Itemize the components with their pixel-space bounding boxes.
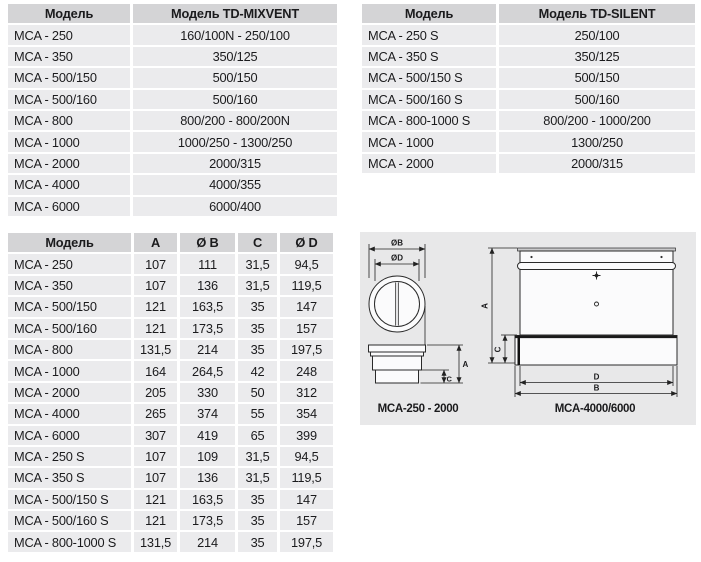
screw-dot-left (530, 256, 532, 258)
table-header-row (362, 4, 695, 25)
table-row (8, 340, 333, 361)
table-header-row (8, 4, 337, 25)
table-cell: 500/150 (499, 68, 695, 89)
table-cell: 164 (134, 361, 180, 382)
table-row (8, 404, 333, 425)
table-cell: 214 (180, 532, 238, 553)
table-row (8, 175, 337, 196)
table-cell: 35 (238, 297, 280, 318)
table-cell: 197,5 (280, 340, 333, 361)
table-cell: 94,5 (280, 447, 333, 468)
table-row (8, 511, 333, 532)
dim-extension-lines (421, 345, 464, 383)
table-cell: 1000/250 - 1300/250 (133, 132, 337, 153)
table-cell: 55 (238, 404, 280, 425)
table-cell: 35 (238, 319, 280, 340)
dimension-diagram-panel (360, 232, 696, 425)
header-cell: Модель TD-SILENT (499, 4, 695, 25)
table-row (8, 25, 337, 46)
table-row (8, 468, 333, 489)
unit-duct (515, 336, 677, 366)
table-cell: 136 (180, 276, 238, 297)
table-cell: 250/100 (499, 25, 695, 46)
header-cell: Модель (8, 233, 134, 254)
table-cell: MCA - 4000 (8, 175, 133, 196)
table-cell: 121 (134, 319, 180, 340)
table-cell: 800/200 - 800/200N (133, 111, 337, 132)
table-cell: 350/125 (499, 47, 695, 68)
table-cell: 42 (238, 361, 280, 382)
table-cell: 131,5 (134, 340, 180, 361)
table-cell: MCA - 500/150 (8, 297, 134, 318)
table-cell: 248 (280, 361, 333, 382)
table-row (362, 25, 695, 46)
table-cell: 163,5 (180, 490, 238, 511)
table-row (8, 132, 337, 153)
dim-label-a: A (462, 360, 469, 369)
table-cell: MCA - 6000 (8, 426, 134, 447)
header-cell: A (134, 233, 180, 254)
table-cell: 2000/315 (133, 154, 337, 175)
screw-dot-right (660, 256, 662, 258)
table-header-row (8, 233, 333, 254)
table-row (362, 111, 695, 132)
header-cell: Ø B (180, 233, 238, 254)
table-cell: 147 (280, 297, 333, 318)
table-cell: MCA - 250 S (8, 447, 134, 468)
table-cell: 136 (180, 468, 238, 489)
header-cell: Модель (362, 4, 499, 25)
table-cell: 374 (180, 404, 238, 425)
table-cell: 4000/355 (133, 175, 337, 196)
table-cell: 119,5 (280, 468, 333, 489)
table-cell: 121 (134, 297, 180, 318)
table-cell: 312 (280, 383, 333, 404)
table-cell: MCA - 250 (8, 254, 134, 275)
side-view-flange (369, 345, 426, 352)
table-cell: MCA - 6000 (8, 197, 133, 218)
table-cell: 107 (134, 468, 180, 489)
unit-top-band (520, 251, 673, 263)
dim-label-c: C (446, 374, 452, 384)
table-cell: 107 (134, 254, 180, 275)
dim-label-diam-b: ØB (391, 238, 403, 248)
table-cell: 111 (180, 254, 238, 275)
side-view-body (373, 356, 422, 370)
table-cell: 354 (280, 404, 333, 425)
table-row (8, 68, 337, 89)
table-cell: 307 (134, 426, 180, 447)
table-cell: MCA - 1000 (8, 132, 133, 153)
table-cell: 107 (134, 447, 180, 468)
table-cell: 173,5 (180, 511, 238, 532)
table-cell: MCA - 2000 (362, 154, 499, 175)
table-cell: 264,5 (180, 361, 238, 382)
mixvent-models-table (8, 4, 337, 218)
dimensions-table (8, 233, 333, 554)
table-cell: 107 (134, 276, 180, 297)
table-row (8, 297, 333, 318)
table-cell: MCA - 2000 (8, 383, 134, 404)
table-cell: 160/100N - 250/100 (133, 25, 337, 46)
table-row (8, 490, 333, 511)
table-cell: MCA - 500/150 (8, 68, 133, 89)
table-cell: MCA - 350 S (8, 468, 134, 489)
table-cell: 399 (280, 426, 333, 447)
table-row (362, 68, 695, 89)
table-cell: MCA - 1000 (362, 132, 499, 153)
table-cell: MCA - 500/160 (8, 90, 133, 111)
table-cell: 35 (238, 490, 280, 511)
table-cell: 173,5 (180, 319, 238, 340)
table-cell: 157 (280, 511, 333, 532)
table-row (8, 154, 337, 175)
table-cell: 31,5 (238, 254, 280, 275)
table-cell: 500/160 (133, 90, 337, 111)
table-cell: 109 (180, 447, 238, 468)
dim-label-b: B (593, 383, 600, 393)
table-cell: 65 (238, 426, 280, 447)
table-row (8, 197, 337, 218)
table-cell: MCA - 500/160 S (8, 511, 134, 532)
table-cell: 419 (180, 426, 238, 447)
table-row (8, 276, 333, 297)
table-cell: 330 (180, 383, 238, 404)
damper-inner-ring (375, 282, 420, 327)
table-row (8, 90, 337, 111)
dim-label-diam-d: ØD (391, 253, 403, 263)
table-row (8, 254, 333, 275)
duct-left-flange (518, 336, 521, 366)
table-cell: 50 (238, 383, 280, 404)
table-cell: MCA - 250 (8, 25, 133, 46)
table-cell: MCA - 350 S (362, 47, 499, 68)
table-row (8, 361, 333, 382)
dim-label-c2: C (493, 346, 503, 353)
dim-label-d: D (593, 372, 600, 382)
table-row (362, 47, 695, 68)
table-row (8, 447, 333, 468)
right-diagram-caption: MCA-4000/6000 (554, 403, 636, 415)
silent-models-table (362, 4, 695, 175)
table-cell: 197,5 (280, 532, 333, 553)
table-cell: 35 (238, 511, 280, 532)
dimension-diagram (360, 232, 696, 425)
header-cell: Модель (8, 4, 133, 25)
table-cell: 35 (238, 532, 280, 553)
table-cell: MCA - 800-1000 S (362, 111, 499, 132)
table-cell: 147 (280, 490, 333, 511)
table-cell: MCA - 800-1000 S (8, 532, 134, 553)
table-cell: 6000/400 (133, 197, 337, 218)
table-cell: 800/200 - 1000/200 (499, 111, 695, 132)
table-cell: MCA - 800 (8, 111, 133, 132)
left-diagram-caption: MCA-250 - 2000 (377, 403, 459, 415)
table-cell: MCA - 1000 (8, 361, 134, 382)
table-row (8, 426, 333, 447)
side-view-lip (371, 352, 424, 356)
table-cell: 31,5 (238, 447, 280, 468)
header-cell: C (238, 233, 280, 254)
table-row (8, 319, 333, 340)
table-cell: MCA - 500/160 S (362, 90, 499, 111)
header-cell: Модель TD-MIXVENT (133, 4, 337, 25)
table-cell: 163,5 (180, 297, 238, 318)
table-cell: 121 (134, 490, 180, 511)
table-row (8, 532, 333, 553)
table-cell: 2000/315 (499, 154, 695, 175)
table-cell: 1300/250 (499, 132, 695, 153)
table-row (362, 132, 695, 153)
table-cell: 121 (134, 511, 180, 532)
table-cell: 214 (180, 340, 238, 361)
table-cell: MCA - 350 (8, 47, 133, 68)
table-cell: 31,5 (238, 468, 280, 489)
table-cell: 131,5 (134, 532, 180, 553)
table-cell: 350/125 (133, 47, 337, 68)
table-cell: MCA - 4000 (8, 404, 134, 425)
header-cell: Ø D (280, 233, 333, 254)
table-cell: MCA - 500/150 S (362, 68, 499, 89)
table-row (362, 154, 695, 175)
round-unit-diagram (369, 239, 469, 416)
table-cell: MCA - 2000 (8, 154, 133, 175)
table-cell: 94,5 (280, 254, 333, 275)
table-row (8, 383, 333, 404)
table-row (8, 47, 337, 68)
unit-ridge (518, 263, 676, 270)
table-cell: 205 (134, 383, 180, 404)
table-cell: 500/160 (499, 90, 695, 111)
box-unit-diagram (481, 248, 678, 415)
dim-label-a2: A (480, 303, 490, 309)
table-cell: MCA - 350 (8, 276, 134, 297)
table-cell: 35 (238, 340, 280, 361)
table-cell: 500/150 (133, 68, 337, 89)
table-cell: 157 (280, 319, 333, 340)
table-row (8, 111, 337, 132)
table-cell: 119,5 (280, 276, 333, 297)
side-view-spigot (376, 370, 419, 383)
table-cell: MCA - 500/150 S (8, 490, 134, 511)
table-cell: 31,5 (238, 276, 280, 297)
table-cell: 265 (134, 404, 180, 425)
table-cell: MCA - 800 (8, 340, 134, 361)
table-cell: MCA - 250 S (362, 25, 499, 46)
table-cell: MCA - 500/160 (8, 319, 134, 340)
table-row (362, 90, 695, 111)
